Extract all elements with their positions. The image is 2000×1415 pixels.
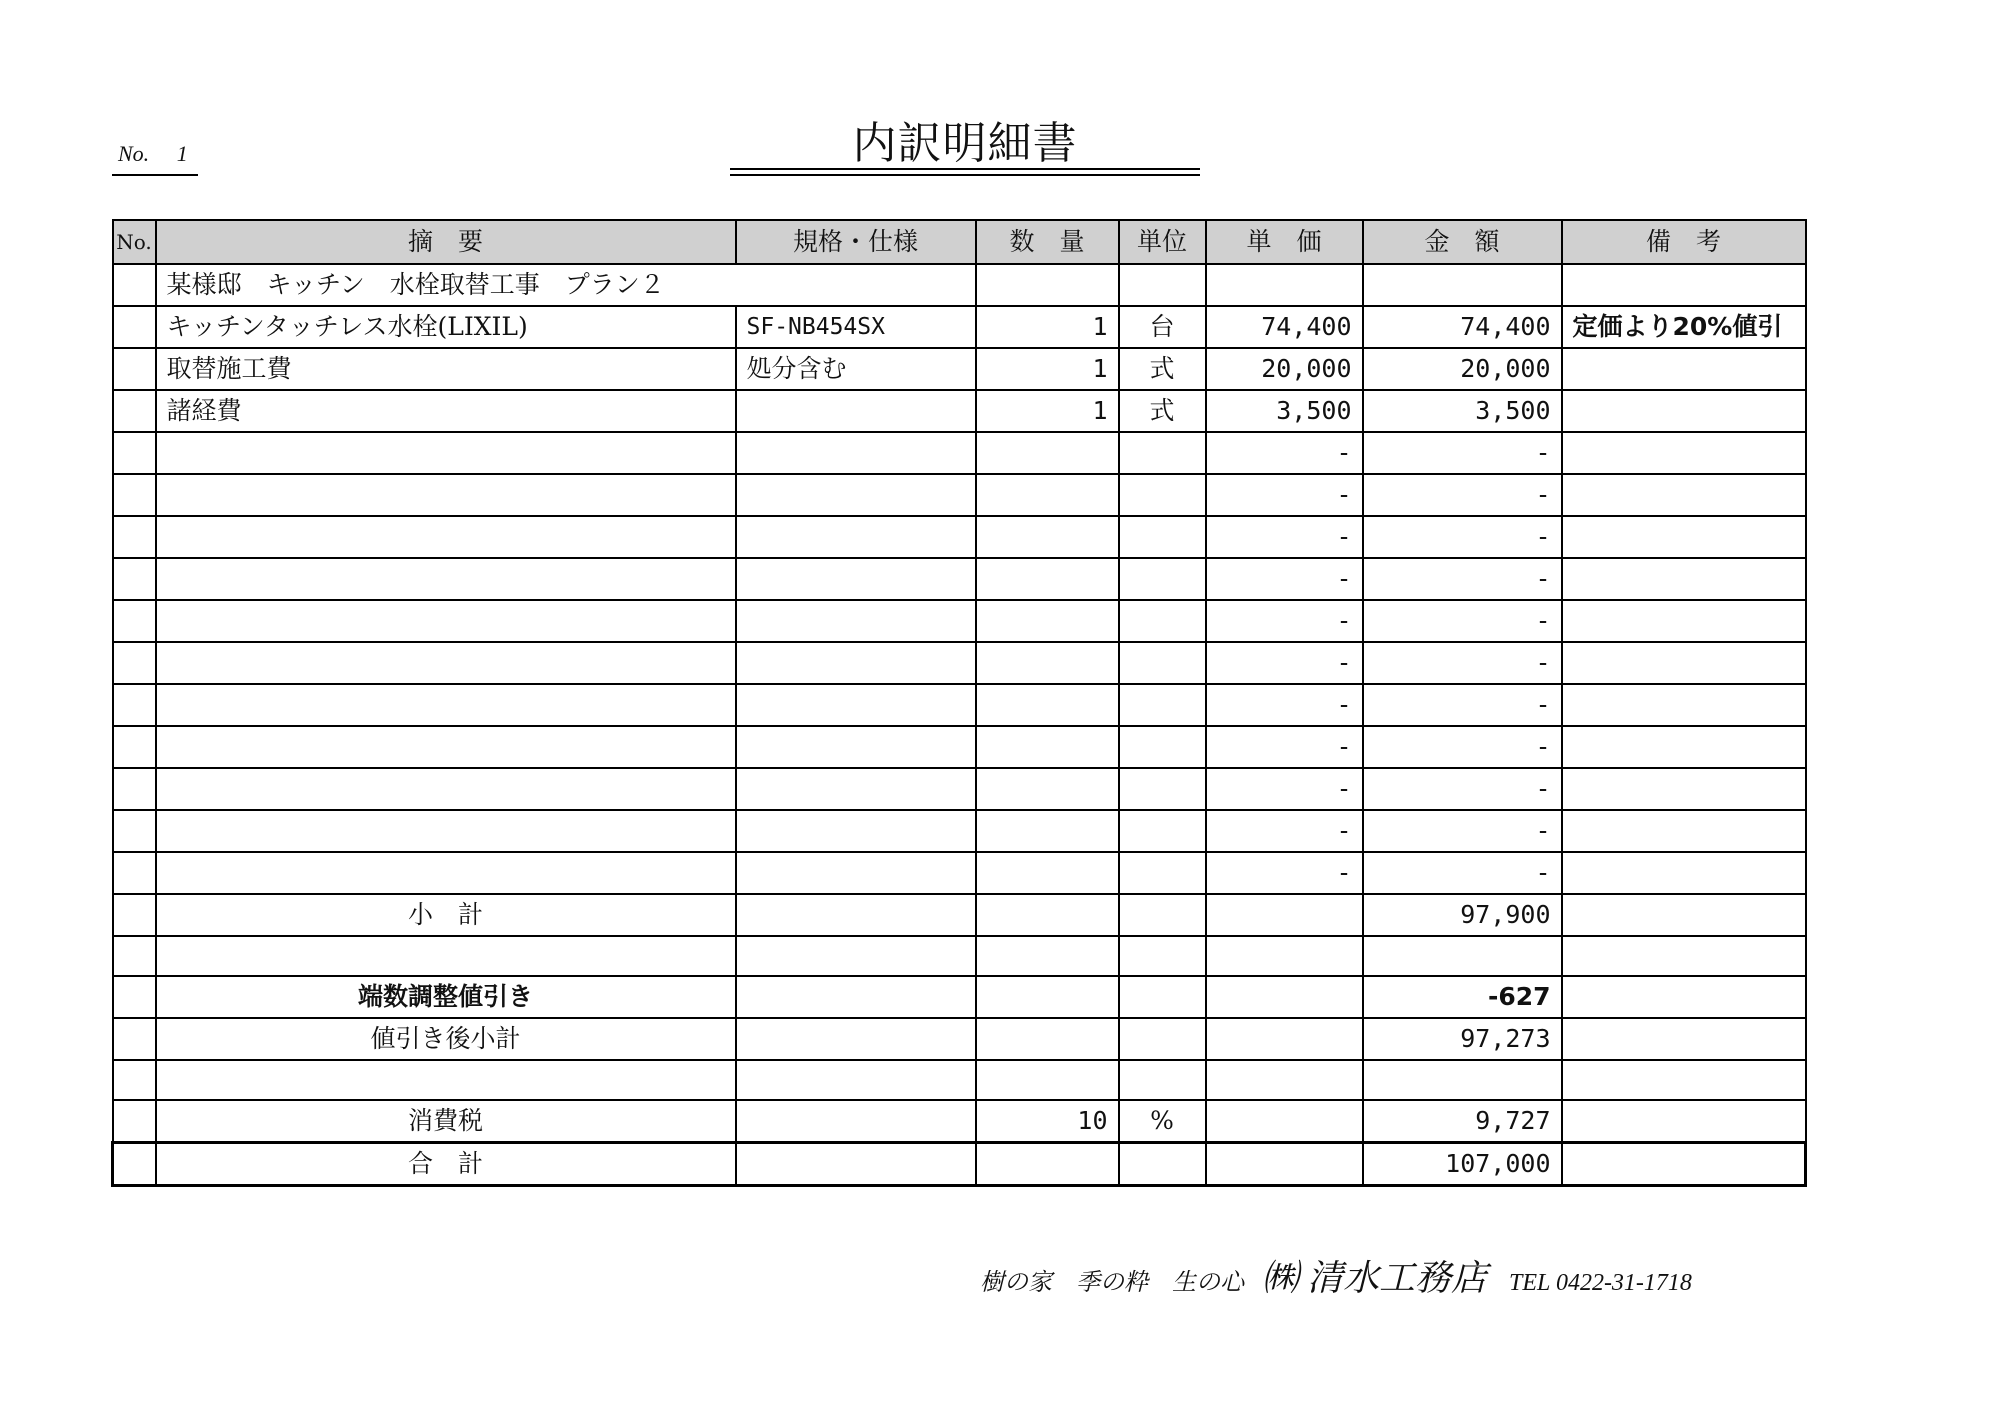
discount-row: [113, 976, 1806, 1018]
table-row: [113, 726, 1806, 768]
item-unit-price: -: [1206, 726, 1363, 768]
item-remarks: 定価より20%値引: [1562, 306, 1806, 348]
item-spec: [736, 390, 976, 432]
item-amount: -: [1363, 642, 1562, 684]
item-unit-price: 74,400: [1206, 306, 1363, 348]
table-row: [113, 432, 1806, 474]
discount-amount: -627: [1363, 976, 1562, 1018]
tax-row: [113, 1100, 1806, 1143]
document-number-label: No.: [118, 141, 150, 166]
company-name: ㈱ 清水工務店: [1262, 1258, 1488, 1298]
item-unit: 式: [1119, 390, 1206, 432]
discount-label: 端数調整値引き: [156, 976, 736, 1018]
col-header-unit: 単位: [1119, 220, 1206, 264]
subtotal-amount: 97,900: [1363, 894, 1562, 936]
total-row: [113, 1143, 1806, 1186]
col-header-no: No.: [113, 220, 156, 264]
company-phone: TEL 0422-31-1718: [1509, 1270, 1692, 1296]
item-unit-price: -: [1206, 642, 1363, 684]
item-unit-price: -: [1206, 810, 1363, 852]
item-unit-price: -: [1206, 474, 1363, 516]
item-quantity: 1: [976, 306, 1119, 348]
item-description: 諸経費: [156, 390, 736, 432]
table-row: [113, 348, 1806, 390]
tax-rate: 10: [976, 1100, 1119, 1143]
document-title: 内訳明細書: [852, 118, 1078, 169]
blank-row: [113, 1060, 1806, 1100]
table-row: [113, 306, 1806, 348]
item-unit-price: -: [1206, 558, 1363, 600]
item-amount: -: [1363, 516, 1562, 558]
tax-label: 消費税: [156, 1100, 736, 1143]
item-amount: -: [1363, 474, 1562, 516]
item-amount: -: [1363, 432, 1562, 474]
title-underline: [730, 168, 1200, 170]
col-header-quantity: 数 量: [976, 220, 1119, 264]
item-amount: -: [1363, 768, 1562, 810]
item-amount: -: [1363, 852, 1562, 894]
table-row: [113, 516, 1806, 558]
table-row: [113, 684, 1806, 726]
table-row: [113, 390, 1806, 432]
subtotal-label: 小 計: [156, 894, 736, 936]
col-header-amount: 金 額: [1363, 220, 1562, 264]
item-spec: 処分含む: [736, 348, 976, 390]
item-amount: -: [1363, 726, 1562, 768]
item-unit-price: -: [1206, 768, 1363, 810]
item-unit-price: -: [1206, 516, 1363, 558]
item-remarks: [1562, 390, 1806, 432]
table-row: [113, 852, 1806, 894]
item-unit: 台: [1119, 306, 1206, 348]
item-amount: -: [1363, 684, 1562, 726]
item-quantity: 1: [976, 390, 1119, 432]
item-amount: 3,500: [1363, 390, 1562, 432]
document-number: [112, 134, 198, 176]
item-description: キッチンタッチレス水栓(LIXIL): [156, 306, 736, 348]
item-amount: 20,000: [1363, 348, 1562, 390]
item-unit-price: -: [1206, 432, 1363, 474]
table-header-row: [113, 220, 1806, 264]
item-unit: 式: [1119, 348, 1206, 390]
item-amount: -: [1363, 558, 1562, 600]
table-row: [113, 810, 1806, 852]
table-row: [113, 642, 1806, 684]
item-unit-price: -: [1206, 852, 1363, 894]
item-amount: -: [1363, 600, 1562, 642]
total-label: 合 計: [156, 1143, 736, 1186]
title-underline-second: [730, 174, 1200, 176]
company-footer: [980, 1250, 1800, 1300]
item-amount: 74,400: [1363, 306, 1562, 348]
total-amount: 107,000: [1363, 1143, 1562, 1186]
table-row: [113, 474, 1806, 516]
table-row: [113, 558, 1806, 600]
item-remarks: [1562, 348, 1806, 390]
company-motto: 樹の家 季の粋 生の心: [980, 1270, 1244, 1296]
after-discount-label: 値引き後小計: [156, 1018, 736, 1060]
subtotal-row: [113, 894, 1806, 936]
tax-amount: 9,727: [1363, 1100, 1562, 1143]
tax-unit: %: [1119, 1100, 1206, 1143]
table-row: [113, 600, 1806, 642]
document-number-value: 1: [176, 141, 188, 166]
item-unit-price: 20,000: [1206, 348, 1363, 390]
item-quantity: 1: [976, 348, 1119, 390]
item-unit-price: -: [1206, 684, 1363, 726]
after-discount-row: [113, 1018, 1806, 1060]
table-row: [113, 768, 1806, 810]
item-amount: -: [1363, 810, 1562, 852]
col-header-remarks: 備 考: [1562, 220, 1806, 264]
project-title: 某様邸 キッチン 水栓取替工事 プラン２: [156, 264, 976, 306]
col-header-description: 摘 要: [156, 220, 736, 264]
item-unit-price: -: [1206, 600, 1363, 642]
after-discount-amount: 97,273: [1363, 1018, 1562, 1060]
blank-row: [113, 936, 1806, 976]
item-description: 取替施工費: [156, 348, 736, 390]
item-unit-price: 3,500: [1206, 390, 1363, 432]
table-row: [113, 264, 1806, 306]
item-spec: SF-NB454SX: [736, 306, 976, 348]
detail-table: [111, 219, 1807, 1187]
col-header-unit-price: 単 価: [1206, 220, 1363, 264]
col-header-spec: 規格・仕様: [736, 220, 976, 264]
